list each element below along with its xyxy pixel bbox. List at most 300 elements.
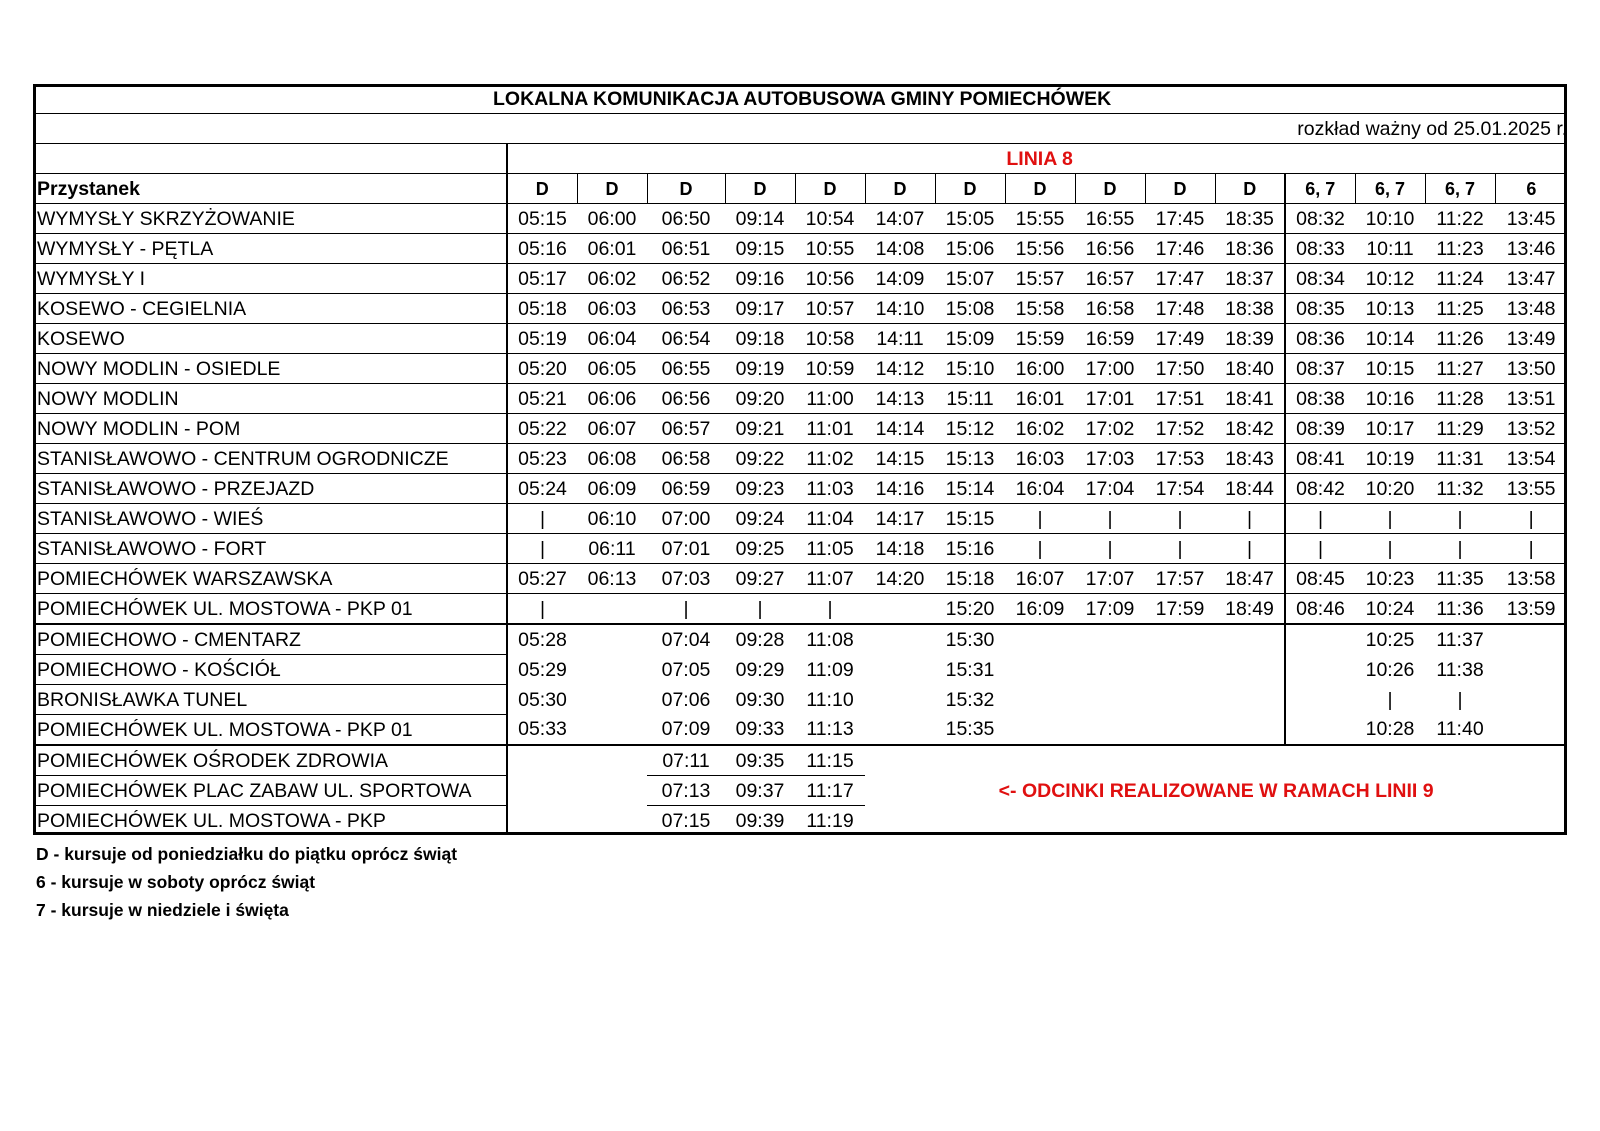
- departure-time: 07:15: [661, 809, 711, 832]
- departure-time: 17:00: [1075, 354, 1145, 384]
- departure-time: 18:47: [1215, 564, 1285, 594]
- departure-time: 09:22: [725, 444, 795, 474]
- departure-time: 16:56: [1075, 234, 1145, 264]
- departure-time: 08:41: [1285, 444, 1355, 474]
- departure-time: 11:26: [1425, 324, 1495, 354]
- departure-time: 14:14: [865, 414, 935, 444]
- departure-time: |: [1075, 504, 1145, 534]
- departure-time: 09:17: [725, 294, 795, 324]
- departure-time: 17:09: [1075, 594, 1145, 625]
- departure-time: |: [1387, 688, 1393, 711]
- departure-time: |: [507, 534, 577, 564]
- departure-time: [1285, 624, 1355, 655]
- table-row: [33, 715, 1567, 746]
- line9-note: <- ODCINKI REALIZOWANE W RAMACH LINII 9: [998, 779, 1434, 802]
- table-row: [33, 594, 1567, 625]
- blank-cell: [507, 776, 577, 806]
- departure-time: 14:13: [865, 384, 935, 414]
- departure-time: 18:35: [1215, 204, 1285, 234]
- stop-name: STANISŁAWOWO - WIEŚ: [33, 504, 507, 534]
- departure-time: |: [507, 504, 577, 534]
- stop-name: WYMYSŁY I: [33, 264, 507, 294]
- departure-time: 08:35: [1285, 294, 1355, 324]
- departure-time: 05:28: [518, 628, 567, 651]
- stop-name: POMIECHÓWEK UL. MOSTOWA - PKP: [33, 806, 507, 836]
- departure-time: 15:07: [935, 264, 1005, 294]
- departure-time: 05:23: [507, 444, 577, 474]
- departure-time: 18:37: [1215, 264, 1285, 294]
- stop-name: NOWY MODLIN: [33, 384, 507, 414]
- table-row: [33, 745, 1567, 776]
- departure-time: [1145, 655, 1215, 685]
- departure-time: 15:56: [1005, 234, 1075, 264]
- departure-time: 06:07: [577, 414, 647, 444]
- departure-time: 15:15: [935, 504, 1005, 534]
- departure-time: |: [1355, 534, 1425, 564]
- table-row: [33, 354, 1567, 384]
- departure-time: 11:36: [1425, 594, 1495, 625]
- departure-time: 18:43: [1215, 444, 1285, 474]
- table-row: [33, 294, 1567, 324]
- departure-time: 13:50: [1495, 354, 1567, 384]
- departure-time: |: [1215, 534, 1285, 564]
- departure-time: 14:20: [865, 564, 935, 594]
- day-header: D: [725, 174, 795, 204]
- table-row: [33, 624, 1567, 655]
- day-header: D: [865, 174, 935, 204]
- departure-time: 16:57: [1075, 264, 1145, 294]
- departure-time: 10:57: [795, 294, 865, 324]
- departure-time: 11:37: [1436, 628, 1484, 651]
- departure-time: 06:56: [647, 384, 725, 414]
- departure-time: 11:13: [795, 715, 865, 746]
- departure-time: [577, 655, 647, 685]
- timetable-table: [33, 84, 1567, 835]
- departure-time: 15:55: [1005, 204, 1075, 234]
- departure-time: 15:18: [935, 564, 1005, 594]
- departure-time: 15:11: [935, 384, 1005, 414]
- departure-time: 15:13: [935, 444, 1005, 474]
- departure-time: 08:36: [1285, 324, 1355, 354]
- departure-time: [577, 715, 647, 746]
- departure-time: 06:59: [647, 474, 725, 504]
- departure-time: 13:47: [1495, 264, 1567, 294]
- departure-time: |: [795, 594, 865, 625]
- departure-time: [1495, 655, 1567, 685]
- departure-time: 18:49: [1215, 594, 1285, 625]
- departure-time: 16:03: [1005, 444, 1075, 474]
- departure-time: 06:02: [577, 264, 647, 294]
- departure-time: 11:31: [1425, 444, 1495, 474]
- departure-time: 18:39: [1215, 324, 1285, 354]
- legend-item-7: 7 - kursuje w niedziele i święta: [36, 900, 289, 920]
- stop-name: POMIECHÓWEK OŚRODEK ZDROWIA: [33, 745, 507, 776]
- day-header: 6, 7: [1285, 174, 1355, 204]
- day-header: D: [935, 174, 1005, 204]
- departure-time: 11:08: [806, 628, 854, 651]
- departure-time: 11:04: [795, 504, 865, 534]
- departure-time: 09:21: [725, 414, 795, 444]
- departure-time: 15:10: [935, 354, 1005, 384]
- departure-time: [865, 594, 935, 625]
- table-row: [33, 564, 1567, 594]
- departure-time: [1075, 715, 1145, 746]
- blank-cell: [507, 745, 577, 776]
- departure-time: 11:35: [1425, 564, 1495, 594]
- departure-time: 05:18: [507, 294, 577, 324]
- table-row: [33, 685, 1567, 715]
- departure-time: [1495, 624, 1567, 655]
- departure-time: 09:20: [725, 384, 795, 414]
- departure-time: 10:16: [1355, 384, 1425, 414]
- departure-time: |: [1145, 504, 1215, 534]
- departure-time: 06:53: [647, 294, 725, 324]
- departure-time: 10:12: [1355, 264, 1425, 294]
- stop-name: NOWY MODLIN - OSIEDLE: [33, 354, 507, 384]
- stop-name: KOSEWO - CEGIELNIA: [33, 294, 507, 324]
- departure-time: [1215, 715, 1285, 746]
- departure-time: 06:09: [577, 474, 647, 504]
- departure-time: 15:58: [1005, 294, 1075, 324]
- departure-time: 16:59: [1075, 324, 1145, 354]
- departure-time: 10:17: [1355, 414, 1425, 444]
- departure-time: 09:30: [735, 688, 785, 711]
- departure-time: 07:00: [647, 504, 725, 534]
- stop-name: BRONISŁAWKA TUNEL: [33, 685, 507, 715]
- departure-time: 17:46: [1145, 234, 1215, 264]
- departure-time: 10:55: [795, 234, 865, 264]
- departure-time: 15:09: [935, 324, 1005, 354]
- departure-time: 17:01: [1075, 384, 1145, 414]
- blank-cell: [577, 776, 647, 806]
- departure-time: 07:05: [661, 658, 711, 681]
- timetable-sheet: [33, 84, 1567, 835]
- departure-time: 09:37: [725, 776, 795, 806]
- departure-time: 11:02: [795, 444, 865, 474]
- departure-time: [865, 715, 935, 746]
- day-header: D: [1215, 174, 1285, 204]
- departure-time: 17:49: [1145, 324, 1215, 354]
- departure-time: |: [1425, 504, 1495, 534]
- departure-time: [1285, 715, 1355, 746]
- departure-time: 08:33: [1285, 234, 1355, 264]
- departure-time: 05:15: [507, 204, 577, 234]
- departure-time: [1285, 685, 1355, 715]
- departure-time: 09:35: [725, 745, 795, 776]
- departure-time: 05:17: [507, 264, 577, 294]
- departure-time: 07:13: [647, 776, 725, 806]
- departure-time: 05:22: [507, 414, 577, 444]
- departure-time: [865, 655, 935, 685]
- departure-time: 06:04: [577, 324, 647, 354]
- departure-time: 14:12: [865, 354, 935, 384]
- departure-time: 18:44: [1215, 474, 1285, 504]
- table-row: [33, 444, 1567, 474]
- day-header: D: [647, 174, 725, 204]
- departure-time: 11:07: [795, 564, 865, 594]
- departure-time: 13:58: [1495, 564, 1567, 594]
- departure-time: 06:13: [577, 564, 647, 594]
- departure-time: [1145, 685, 1215, 715]
- departure-time: 05:29: [518, 658, 567, 681]
- departure-time: 05:21: [507, 384, 577, 414]
- departure-time: 17:57: [1145, 564, 1215, 594]
- table-row: [33, 655, 1567, 685]
- blank-header-cell: [33, 144, 507, 174]
- departure-time: 16:55: [1075, 204, 1145, 234]
- departure-time: 09:25: [725, 534, 795, 564]
- departure-time: 16:01: [1005, 384, 1075, 414]
- departure-time: 17:45: [1145, 204, 1215, 234]
- departure-time: 15:30: [945, 628, 995, 651]
- departure-time: 06:57: [647, 414, 725, 444]
- validity-date: rozkład ważny od 25.01.2025 r.: [33, 114, 1567, 144]
- departure-time: 11:29: [1425, 414, 1495, 444]
- departure-time: [1215, 655, 1285, 685]
- departure-time: [1005, 685, 1075, 715]
- departure-time: 15:12: [935, 414, 1005, 444]
- departure-time: 10:24: [1355, 594, 1425, 625]
- departure-time: 15:57: [1005, 264, 1075, 294]
- departure-time: 09:15: [725, 234, 795, 264]
- stop-name: POMIECHOWO - KOŚCIÓŁ: [33, 655, 507, 685]
- departure-time: 16:09: [1005, 594, 1075, 625]
- departure-time: 09:24: [725, 504, 795, 534]
- departure-time: 11:24: [1425, 264, 1495, 294]
- stop-name: POMIECHÓWEK UL. MOSTOWA - PKP 01: [33, 715, 507, 746]
- stop-column-header: Przystanek: [33, 174, 507, 204]
- departure-time: [1285, 655, 1355, 685]
- departure-time: 11:10: [806, 688, 854, 711]
- departure-time: |: [1005, 534, 1075, 564]
- departure-time: 05:33: [507, 715, 577, 746]
- departure-time: 13:49: [1495, 324, 1567, 354]
- departure-time: 14:07: [865, 204, 935, 234]
- day-header: D: [577, 174, 647, 204]
- departure-time: 06:03: [577, 294, 647, 324]
- blank-cell: [577, 806, 647, 836]
- departure-time: 10:19: [1355, 444, 1425, 474]
- page-title: LOKALNA KOMUNIKACJA AUTOBUSOWA GMINY POMIECHÓWEK: [33, 84, 1567, 114]
- departure-time: 13:46: [1495, 234, 1567, 264]
- departure-time: 17:52: [1145, 414, 1215, 444]
- departure-time: [1075, 624, 1145, 655]
- departure-time: 14:11: [865, 324, 935, 354]
- departure-time: 18:36: [1215, 234, 1285, 264]
- departure-time: |: [725, 594, 795, 625]
- departure-time: 15:59: [1005, 324, 1075, 354]
- departure-time: 09:29: [735, 658, 785, 681]
- departure-time: 11:00: [795, 384, 865, 414]
- departure-time: 11:15: [795, 745, 865, 776]
- departure-time: 11:27: [1425, 354, 1495, 384]
- day-header: 6, 7: [1425, 174, 1495, 204]
- departure-time: 08:39: [1285, 414, 1355, 444]
- departure-time: 17:54: [1145, 474, 1215, 504]
- departure-time: 05:16: [507, 234, 577, 264]
- departure-time: 13:52: [1495, 414, 1567, 444]
- departure-time: |: [1457, 688, 1463, 711]
- departure-time: 15:14: [935, 474, 1005, 504]
- day-header: 6: [1495, 174, 1567, 204]
- departure-time: 07:06: [661, 688, 711, 711]
- blank-cell: [577, 745, 647, 776]
- departure-time: 06:06: [577, 384, 647, 414]
- departure-time: |: [1495, 534, 1567, 564]
- departure-time: 10:58: [795, 324, 865, 354]
- departure-time: 05:19: [507, 324, 577, 354]
- departure-time: 14:17: [865, 504, 935, 534]
- departure-time: 06:54: [647, 324, 725, 354]
- line-label: LINIA 8: [507, 144, 1567, 174]
- departure-time: 11:28: [1425, 384, 1495, 414]
- departure-time: 16:00: [1005, 354, 1075, 384]
- departure-time: 06:10: [577, 504, 647, 534]
- departure-time: |: [1285, 504, 1355, 534]
- departure-time: 14:15: [865, 444, 935, 474]
- departure-time: 11:01: [795, 414, 865, 444]
- departure-time: 13:45: [1495, 204, 1567, 234]
- departure-time: 17:02: [1075, 414, 1145, 444]
- day-header: D: [795, 174, 865, 204]
- departure-time: 11:09: [806, 658, 854, 681]
- departure-time: 17:07: [1075, 564, 1145, 594]
- table-row: [33, 504, 1567, 534]
- departure-time: 09:39: [735, 809, 785, 832]
- departure-time: 09:18: [725, 324, 795, 354]
- departure-time: 17:47: [1145, 264, 1215, 294]
- departure-time: 14:08: [865, 234, 935, 264]
- departure-time: |: [1285, 534, 1355, 564]
- departure-time: 07:09: [647, 715, 725, 746]
- departure-time: 07:01: [647, 534, 725, 564]
- departure-time: 06:58: [647, 444, 725, 474]
- departure-time: 10:20: [1355, 474, 1425, 504]
- departure-time: 16:04: [1005, 474, 1075, 504]
- departure-time: 15:35: [935, 715, 1005, 746]
- departure-time: 15:31: [945, 658, 995, 681]
- departure-time: 11:05: [795, 534, 865, 564]
- stop-name: KOSEWO: [33, 324, 507, 354]
- departure-time: 17:03: [1075, 444, 1145, 474]
- departure-time: 13:59: [1495, 594, 1567, 625]
- departure-time: 08:46: [1285, 594, 1355, 625]
- day-header: D: [1075, 174, 1145, 204]
- departure-time: 17:51: [1145, 384, 1215, 414]
- departure-time: [1495, 685, 1567, 715]
- day-header: 6, 7: [1355, 174, 1425, 204]
- departure-time: 08:37: [1285, 354, 1355, 384]
- departure-time: |: [1425, 534, 1495, 564]
- departure-time: [1495, 715, 1567, 746]
- stop-name: POMIECHÓWEK WARSZAWSKA: [33, 564, 507, 594]
- departure-time: [1005, 624, 1075, 655]
- departure-time: 10:15: [1355, 354, 1425, 384]
- departure-time: 10:25: [1365, 628, 1415, 651]
- departure-time: [865, 624, 935, 655]
- departure-time: 08:45: [1285, 564, 1355, 594]
- departure-time: 06:52: [647, 264, 725, 294]
- departure-time: 09:27: [725, 564, 795, 594]
- departure-time: 13:55: [1495, 474, 1567, 504]
- departure-time: 09:33: [725, 715, 795, 746]
- stop-name: POMIECHOWO - CMENTARZ: [33, 624, 507, 655]
- departure-time: 18:41: [1215, 384, 1285, 414]
- departure-time: [1005, 655, 1075, 685]
- table-row: [33, 204, 1567, 234]
- stop-name: POMIECHÓWEK PLAC ZABAW UL. SPORTOWA: [33, 776, 507, 806]
- stop-name: NOWY MODLIN - POM: [33, 414, 507, 444]
- departure-time: 10:28: [1355, 715, 1425, 746]
- departure-time: 16:02: [1005, 414, 1075, 444]
- legend-item-6: 6 - kursuje w soboty oprócz świąt: [36, 872, 316, 892]
- departure-time: 17:48: [1145, 294, 1215, 324]
- departure-time: [577, 685, 647, 715]
- departure-time: 11:38: [1436, 658, 1484, 681]
- departure-time: 10:56: [795, 264, 865, 294]
- departure-time: 13:54: [1495, 444, 1567, 474]
- departure-time: 10:59: [795, 354, 865, 384]
- table-row: [33, 264, 1567, 294]
- departure-time: 08:42: [1285, 474, 1355, 504]
- departure-time: [1075, 655, 1145, 685]
- departure-time: 10:23: [1355, 564, 1425, 594]
- departure-time: 18:38: [1215, 294, 1285, 324]
- departure-time: 06:51: [647, 234, 725, 264]
- departure-time: 09:14: [725, 204, 795, 234]
- departure-time: [1075, 685, 1145, 715]
- departure-time: 05:20: [507, 354, 577, 384]
- departure-time: 10:54: [795, 204, 865, 234]
- departure-time: 07:04: [661, 628, 711, 651]
- table-row: [33, 324, 1567, 354]
- departure-time: 07:03: [647, 564, 725, 594]
- stop-name: POMIECHÓWEK UL. MOSTOWA - PKP 01: [33, 594, 507, 625]
- departure-time: 11:25: [1425, 294, 1495, 324]
- departure-time: 17:04: [1075, 474, 1145, 504]
- departure-time: 14:10: [865, 294, 935, 324]
- table-row: [33, 414, 1567, 444]
- departure-time: 11:03: [795, 474, 865, 504]
- departure-time: 11:40: [1425, 715, 1495, 746]
- departure-time: [1145, 715, 1215, 746]
- departure-time: 06:00: [577, 204, 647, 234]
- table-row: [33, 534, 1567, 564]
- departure-time: 09:19: [725, 354, 795, 384]
- departure-time: 10:10: [1355, 204, 1425, 234]
- departure-time: 09:16: [725, 264, 795, 294]
- departure-time: [577, 594, 647, 625]
- departure-time: 06:55: [647, 354, 725, 384]
- departure-time: 06:11: [577, 534, 647, 564]
- departure-time: 07:11: [647, 745, 725, 776]
- blank-cell: [507, 806, 577, 836]
- departure-time: 05:24: [507, 474, 577, 504]
- departure-time: 15:32: [945, 688, 995, 711]
- departure-time: 17:53: [1145, 444, 1215, 474]
- departure-time: 08:32: [1285, 204, 1355, 234]
- departure-time: |: [1355, 504, 1425, 534]
- stop-name: WYMYSŁY - PĘTLA: [33, 234, 507, 264]
- departure-time: |: [647, 594, 725, 625]
- departure-time: 06:50: [647, 204, 725, 234]
- departure-time: 06:05: [577, 354, 647, 384]
- departure-time: 11:17: [795, 776, 865, 806]
- departure-time: [577, 624, 647, 655]
- day-header: D: [507, 174, 577, 204]
- departure-time: 15:05: [935, 204, 1005, 234]
- legend: [36, 840, 457, 924]
